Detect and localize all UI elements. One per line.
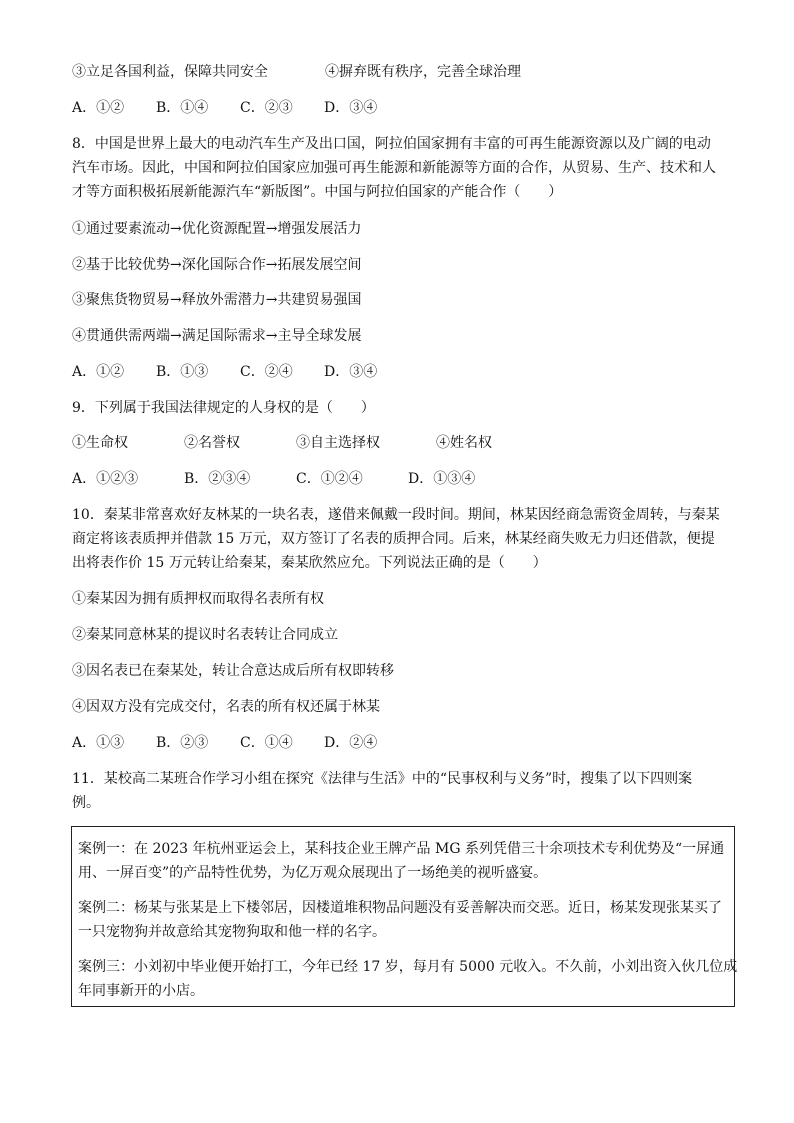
q7-option-3: ③立足各国利益，保障共同安全 <box>72 64 268 80</box>
q7-answer-d[interactable]: D．③④ <box>324 100 378 116</box>
q10-stem-line-2: 商定将该表质押并借款 15 万元，双方签订了名表的质押合同。后来，林某经商失败无力归还借款，便提 <box>72 531 715 547</box>
q11-stem-line-2: 例。 <box>72 795 100 811</box>
q7-answer-b[interactable]: B．①④ <box>156 100 209 116</box>
q10-answer-b[interactable]: B．②③ <box>156 735 209 751</box>
q9-answer-c[interactable]: C．①②④ <box>296 471 363 487</box>
q11-stem-line-1: 11．某校高二某班合作学习小组在探究《法律与生活》中的“民事权利与义务”时，搜集了以下四则案 <box>72 771 693 787</box>
q8-stem-line-3: 才等方面积极拓展新能源汽车“新版图”。中国与阿拉伯国家的产能合作（ ） <box>72 184 563 200</box>
q8-answer-d[interactable]: D．③④ <box>324 364 378 380</box>
q8-item-1: ①通过要素流动→优化资源配置→增强发展活力 <box>72 221 362 237</box>
case-2-line-2: 一只宠物狗并故意给其宠物狗取和他一样的名字。 <box>78 924 386 940</box>
case-1-line-1: 案例一：在 2023 年杭州亚运会上，某科技企业王牌产品 MG 系列凭借三十余项技术专利优势及“一屏通 <box>78 841 725 857</box>
case-1-line-2: 用、一屏百变”的产品特性优势，为亿万观众展现出了一场绝美的视听盛宴。 <box>78 865 548 881</box>
q7-option-4: ④摒弃既有秩序，完善全球治理 <box>325 64 521 80</box>
q8-item-4: ④贯通供需两端→满足国际需求→主导全球发展 <box>72 328 362 344</box>
q9-item-3: ③自主选择权 <box>296 435 380 451</box>
q10-answer-d[interactable]: D．②④ <box>324 735 378 751</box>
q10-item-1: ①秦某因为拥有质押权而取得名表所有权 <box>72 591 324 607</box>
q8-stem-line-2: 汽车市场。因此，中国和阿拉伯国家应加强可再生能源和新能源等方面的合作，从贸易、生产、技术和人 <box>72 160 716 176</box>
q10-item-3: ③因名表已在秦某处，转让合意达成后所有权即转移 <box>72 663 394 679</box>
q8-answer-c[interactable]: C．②④ <box>240 364 293 380</box>
q10-answer-a[interactable]: A．①③ <box>72 735 125 751</box>
case-3-line-1: 案例三：小刘初中毕业便开始打工，今年已经 17 岁，每月有 5000 元收入。不久前，小刘出资入伙几位成 <box>78 959 738 975</box>
q9-answer-b[interactable]: B．②③④ <box>184 471 251 487</box>
q8-item-2: ②基于比较优势→深化国际合作→拓展发展空间 <box>72 257 362 273</box>
case-3-line-2: 年同事新开的小店。 <box>78 983 204 999</box>
case-box <box>71 826 738 1007</box>
q10-stem-line-1: 10．秦某非常喜欢好友林某的一块名表，遂借来佩戴一段时间。期间，林某因经商急需资金周转，与秦某 <box>72 507 720 523</box>
q9-answer-d[interactable]: D．①③④ <box>408 471 476 487</box>
q8-stem-line-1: 8．中国是世界上最大的电动汽车生产及出口国，阿拉伯国家拥有丰富的可再生能源资源以及广阔的电动 <box>72 136 711 152</box>
q9-item-4: ④姓名权 <box>436 435 492 451</box>
q7-answer-a[interactable]: A．①② <box>72 100 125 116</box>
q9-item-2: ②名誉权 <box>184 435 240 451</box>
q9-answer-a[interactable]: A．①②③ <box>72 471 139 487</box>
q10-stem-line-3: 出将表作价 15 万元转让给秦某，秦某欣然应允。下列说法正确的是（ ） <box>72 555 547 571</box>
q8-answer-b[interactable]: B．①③ <box>156 364 209 380</box>
q8-answer-a[interactable]: A．①② <box>72 364 125 380</box>
q10-answer-c[interactable]: C．①④ <box>240 735 293 751</box>
q9-item-1: ①生命权 <box>72 435 128 451</box>
q9-stem: 9．下列属于我国法律规定的人身权的是（ ） <box>72 400 375 416</box>
q10-item-4: ④因双方没有完成交付，名表的所有权还属于林某 <box>72 699 380 715</box>
q8-item-3: ③聚焦货物贸易→释放外需潜力→共建贸易强国 <box>72 292 362 308</box>
q7-answer-c[interactable]: C．②③ <box>240 100 293 116</box>
q10-item-2: ②秦某同意林某的提议时名表转让合同成立 <box>72 627 338 643</box>
case-2-line-1: 案例二：杨某与张某是上下楼邻居，因楼道堆积物品问题没有妥善解决而交恶。近日，杨某发现张某买了 <box>78 900 722 916</box>
